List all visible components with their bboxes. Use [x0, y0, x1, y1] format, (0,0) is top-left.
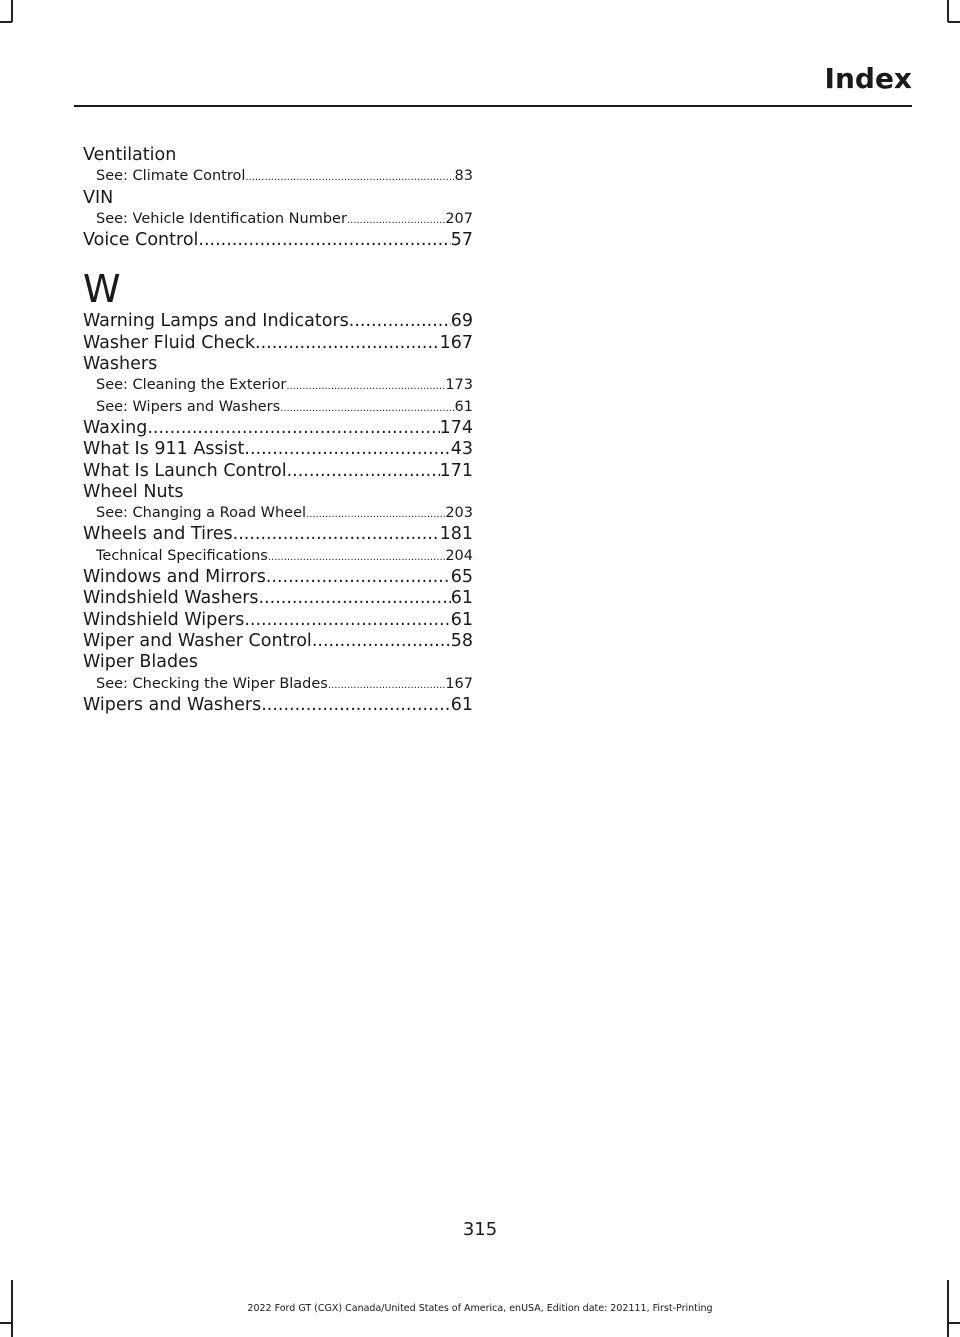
- index-entry-text: Warning Lamps and Indicators: [83, 311, 349, 332]
- index-entry-page: 203: [445, 505, 473, 522]
- index-entry-text: Wipers and Washers: [83, 694, 262, 715]
- index-subentry[interactable]: [83, 674, 473, 695]
- index-entry-text: Windshield Wipers: [83, 609, 245, 630]
- index-entry[interactable]: [83, 418, 473, 439]
- index-subentry[interactable]: [83, 375, 473, 396]
- index-entry-text: Windshield Washers: [83, 588, 259, 609]
- dot-leader: [261, 695, 451, 716]
- dot-leader: [347, 210, 445, 230]
- index-entry-text: See: Vehicle Identification Number: [96, 210, 347, 227]
- index-entry-text: Washer Fluid Check: [83, 332, 256, 353]
- index-entry-page: 69: [450, 311, 473, 332]
- index-entry-page: 174: [439, 417, 473, 438]
- index-entry[interactable]: [83, 652, 473, 673]
- index-subentry[interactable]: [83, 166, 473, 187]
- index-entry-text: See: Changing a Road Wheel: [96, 505, 307, 522]
- crop-mark-bottom-left-horizontal: [0, 1322, 12, 1324]
- index-entry-text: Waxing: [83, 417, 148, 438]
- index-entry-page: 167: [439, 332, 473, 353]
- index-entry-page: 58: [450, 630, 473, 651]
- index-entry-text: See: Wipers and Washers: [96, 398, 281, 415]
- index-entry[interactable]: [83, 588, 473, 609]
- dot-leader: [312, 631, 451, 652]
- crop-mark-bottom-right-horizontal: [948, 1322, 960, 1324]
- dot-leader: [233, 524, 440, 545]
- index-entry-page: 181: [439, 524, 473, 545]
- edition-footer: 2022 Ford GT (CGX) Canada/United States of America, enUSA, Edition date: 202111, First-Printing: [247, 1303, 713, 1314]
- crop-mark-top-left-vertical: [11, 0, 13, 22]
- dot-leader: [280, 398, 454, 418]
- index-entry-page: 83: [454, 168, 473, 185]
- crop-mark-top-right-vertical: [947, 0, 949, 22]
- index-entry-text: Ventilation: [83, 145, 177, 165]
- index-entry-page: 207: [445, 210, 473, 227]
- crop-mark-top-left-horizontal: [0, 21, 12, 23]
- index-entry-page: 204: [445, 547, 473, 564]
- dot-leader: [147, 418, 439, 439]
- index-entry-page: 173: [445, 377, 473, 394]
- dot-leader: [259, 588, 451, 609]
- index-entry-page: 57: [450, 230, 473, 251]
- index-entry[interactable]: [83, 145, 473, 166]
- dot-leader: [255, 333, 440, 354]
- index-entry-text: Windows and Mirrors: [83, 567, 266, 588]
- index-entry[interactable]: [83, 631, 473, 652]
- index-entry-page: 65: [450, 567, 473, 588]
- index-entry[interactable]: [83, 695, 473, 716]
- dot-leader: [266, 567, 451, 588]
- index-entry-text: Wiper Blades: [83, 652, 198, 673]
- index-entry[interactable]: [83, 567, 473, 588]
- index-entry-text: What Is Launch Control: [83, 460, 287, 481]
- index-entry-text: Wiper and Washer Control: [83, 630, 312, 651]
- dot-leader: [286, 376, 445, 396]
- index-entry[interactable]: [83, 610, 473, 631]
- index-entry-text: See: Cleaning the Exterior: [96, 377, 287, 394]
- index-entry[interactable]: [83, 333, 473, 354]
- dot-leader: [306, 504, 445, 524]
- index-entry-text: Voice Control: [83, 230, 199, 251]
- dot-leader: [198, 230, 450, 251]
- index-entry[interactable]: [83, 461, 473, 482]
- dot-leader: [349, 311, 451, 332]
- index-entry[interactable]: [83, 482, 473, 503]
- index-entry[interactable]: [83, 354, 473, 375]
- index-entry-text: Washers: [83, 354, 158, 375]
- index-entry-text: Wheel Nuts: [83, 481, 184, 502]
- page-header-title: Index: [824, 62, 912, 95]
- index-entry[interactable]: [83, 524, 473, 545]
- index-section-letter: W: [83, 267, 121, 312]
- page-number: 315: [462, 1219, 498, 1240]
- dot-leader: [244, 439, 450, 460]
- index-subentry[interactable]: [83, 546, 473, 567]
- index-entry-page: 167: [445, 675, 473, 692]
- header-divider: [74, 105, 912, 107]
- index-column: [83, 145, 473, 716]
- index-entry-page: 61: [454, 398, 473, 415]
- index-entry-text: See: Checking the Wiper Blades: [96, 675, 328, 692]
- index-entry-text: See: Climate Control: [96, 168, 246, 185]
- dot-leader: [268, 547, 445, 567]
- index-entry-text: What Is 911 Assist: [83, 439, 245, 460]
- dot-leader: [287, 461, 440, 482]
- index-entry-text: Wheels and Tires: [83, 524, 233, 545]
- index-entry-text: Technical Specifications: [96, 547, 268, 564]
- index-entry[interactable]: [83, 230, 473, 251]
- index-entry[interactable]: [83, 439, 473, 460]
- index-subentry[interactable]: [83, 397, 473, 418]
- index-subentry[interactable]: [83, 209, 473, 230]
- index-entry-page: 61: [450, 609, 473, 630]
- index-entry-page: 61: [450, 588, 473, 609]
- index-entry[interactable]: [83, 311, 473, 332]
- crop-mark-top-right-horizontal: [948, 21, 960, 23]
- index-subentry[interactable]: [83, 503, 473, 524]
- index-entry-page: 43: [450, 439, 473, 460]
- index-entry-page: 61: [450, 694, 473, 715]
- dot-leader: [328, 675, 445, 695]
- index-entry[interactable]: [83, 188, 473, 209]
- dot-leader: [244, 610, 450, 631]
- index-entry-page: 171: [439, 460, 473, 481]
- dot-leader: [245, 167, 454, 187]
- index-entry-text: VIN: [83, 187, 114, 208]
